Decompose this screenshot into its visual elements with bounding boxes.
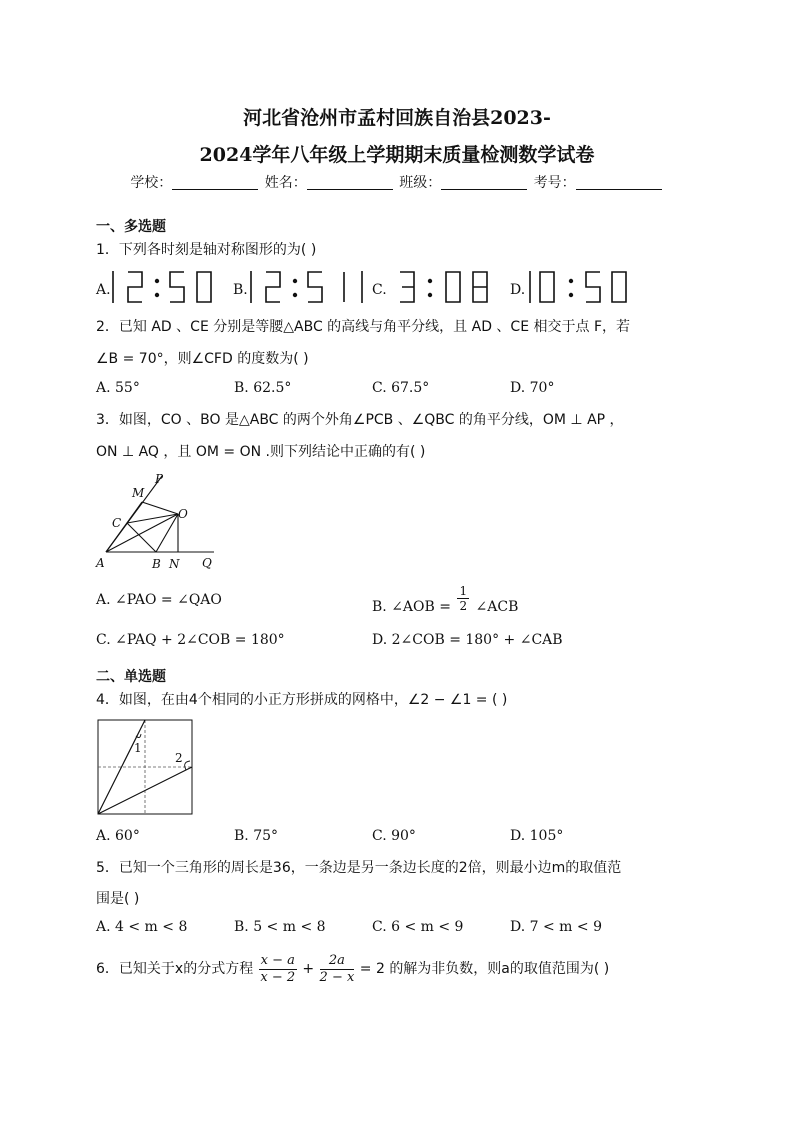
label-o: O — [178, 507, 188, 521]
label-q: Q — [202, 556, 212, 570]
q1-digital-clocks — [96, 268, 656, 308]
q1-stem: 1．下列各时刻是轴对称图形的为( ) — [96, 242, 317, 258]
q3-option-a: A. ∠PAO = ∠QAO — [96, 592, 222, 608]
school-label: 学校： — [130, 175, 173, 191]
q1-option-b-label: B. — [233, 282, 248, 298]
section-heading-single: 二、单选题 — [96, 669, 166, 685]
student-info-row — [0, 172, 794, 192]
q3-option-b-prefix: B. ∠AOB = — [372, 598, 451, 615]
q4-option-c: C. 90° — [372, 828, 416, 844]
q2-option-b: B. 62.5° — [234, 380, 292, 396]
q6-fraction-2 — [320, 953, 355, 986]
q1-option-c-label: C. — [372, 282, 387, 298]
school-blank — [172, 175, 258, 190]
q1-option-a-label: A. — [96, 282, 111, 298]
q3-option-c: C. ∠PAQ + 2∠COB = 180° — [96, 632, 285, 648]
exam-title-line1: 河北省沧州市孟村回族自治县2023- — [243, 107, 551, 129]
q1-clock-options — [96, 268, 656, 308]
class-blank — [441, 175, 527, 190]
clock-c — [362, 271, 487, 303]
q4-option-d: D. 105° — [510, 828, 564, 844]
exam-number-blank — [576, 175, 662, 190]
exam-number-label: 考号： — [533, 175, 576, 191]
q5-option-b: B. 5 < m < 8 — [234, 919, 326, 935]
q3-option-b-suffix: ∠ACB — [475, 598, 519, 615]
section-heading-multi: 一、多选题 — [96, 219, 166, 235]
q2-option-a: A. 55° — [96, 380, 140, 396]
q5-option-a: A. 4 < m < 8 — [96, 919, 188, 935]
label-p: P — [155, 472, 164, 486]
q2-option-c: C. 67.5° — [372, 380, 430, 396]
q2-option-d: D. 70° — [510, 380, 555, 396]
q3-line2: ON ⊥ AQ ，且 OM = ON .则下列结论中正确的有( ) — [96, 444, 426, 460]
q6-suffix: 的解为非负数，则a的取值范围为( ) — [389, 961, 610, 977]
line-mo — [142, 502, 178, 514]
q4-option-b: B. 75° — [234, 828, 279, 844]
q4-grid-figure — [96, 718, 196, 818]
q5-line2: 围是( ) — [96, 891, 140, 907]
q6-prefix: 6．已知关于x的分式方程 — [96, 961, 254, 977]
label-b: B — [152, 557, 161, 571]
clock-d — [530, 271, 626, 303]
name-blank — [307, 175, 393, 190]
class-label: 班级： — [399, 175, 442, 191]
q3-line1: 3．如图，CO 、BO 是△ABC 的两个外角∠PCB 、∠QBC 的角平分线，OM ⊥ AP ， — [96, 412, 624, 428]
q3-option-b — [372, 584, 518, 618]
q6-fraction-2-denominator: 2 − x — [319, 969, 355, 985]
q2-line2: ∠B = 70°，则∠CFD 的度数为( ) — [96, 351, 309, 367]
q4-stem: 4．如图，在由4个相同的小正方形拼成的网格中，∠2 − ∠1 = ( ) — [96, 692, 508, 708]
q3-geometry-figure — [94, 470, 234, 580]
q3-option-b-fraction — [457, 584, 469, 613]
q6-fraction-1-denominator: x − 2 — [260, 969, 296, 985]
clock-b — [251, 271, 344, 303]
q6-plus-sign: + — [302, 961, 315, 977]
label-a: A — [96, 556, 105, 570]
q6-fraction-1 — [259, 953, 297, 986]
angle-label-2: 2 — [175, 751, 183, 765]
exam-title-line2: 2024学年八年级上学期期末质量检测数学试卷 — [199, 144, 595, 166]
q1-option-d-label: D. — [510, 282, 526, 298]
q4-option-a: A. 60° — [96, 828, 140, 844]
q6-fraction-2-numerator: 2a — [320, 953, 355, 970]
q5-option-c: C. 6 < m < 9 — [372, 919, 464, 935]
name-label: 姓名： — [264, 175, 307, 191]
label-m: M — [132, 486, 145, 500]
label-c: C — [112, 516, 122, 530]
q6-equals: = 2 — [359, 961, 385, 977]
q3-fraction-denominator: 2 — [459, 599, 468, 613]
q6-fraction-1-numerator: x − a — [260, 952, 295, 968]
q6-stem — [96, 949, 716, 989]
q3-option-d: D. 2∠COB = 180° + ∠CAB — [372, 632, 563, 648]
q2-line1: 2．已知 AD 、CE 分别是等腰△ABC 的高线与角平分线，且 AD 、CE 相交于点 F，若 — [96, 319, 630, 335]
q5-option-d: D. 7 < m < 9 — [510, 919, 602, 935]
clock-a — [113, 271, 211, 303]
q3-fraction-numerator: 1 — [459, 584, 468, 598]
label-n: N — [169, 557, 180, 571]
angle-label-1: 1 — [134, 741, 142, 755]
q5-line1: 5．已知一个三角形的周长是36，一条边是另一条边长度的2倍，则最小边m的取值范 — [96, 860, 622, 876]
